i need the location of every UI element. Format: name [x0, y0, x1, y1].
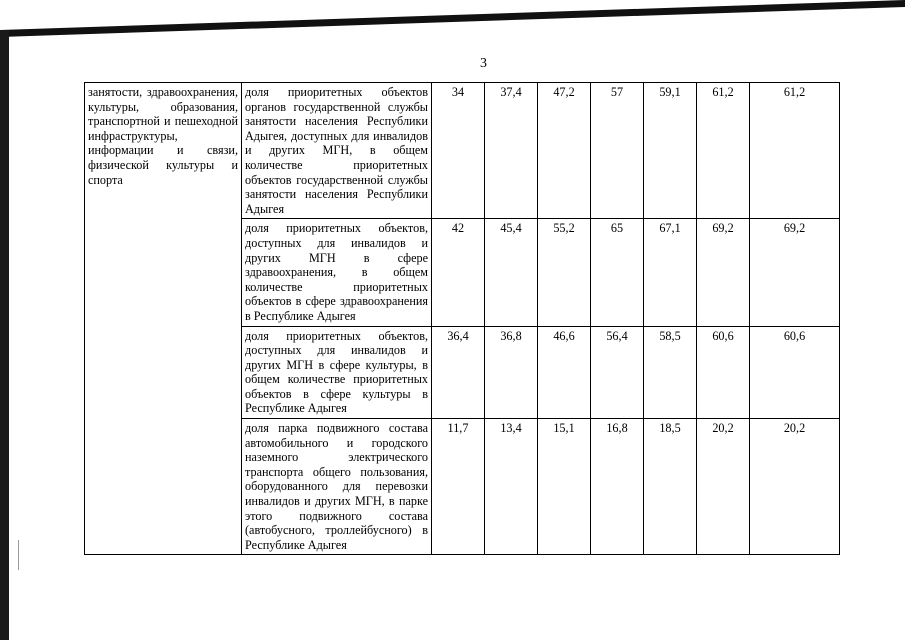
value-cell: 11,7 [432, 419, 485, 555]
value-cell: 69,2 [697, 219, 750, 326]
value-cell: 16,8 [591, 419, 644, 555]
indicator-cell: доля приоритетных объектов, доступных для инвалидов и других МГН в сфере культуры, в общем количестве приоритетных объектов в сфере культуры в Республике Адыгея [242, 326, 432, 419]
value-cell: 15,1 [538, 419, 591, 555]
value-cell: 47,2 [538, 83, 591, 219]
value-cell: 69,2 [750, 219, 840, 326]
value-cell: 61,2 [697, 83, 750, 219]
scan-border-left [0, 30, 9, 640]
value-cell: 59,1 [644, 83, 697, 219]
value-cell: 60,6 [697, 326, 750, 419]
table-row [85, 83, 840, 219]
value-cell: 58,5 [644, 326, 697, 419]
scan-border-top [0, 0, 905, 12]
value-cell: 36,4 [432, 326, 485, 419]
value-cell: 67,1 [644, 219, 697, 326]
scan-artifact [18, 540, 19, 570]
value-cell: 46,6 [538, 326, 591, 419]
indicator-cell: доля приоритетных объектов органов государственной службы занятости населения Республики Адыгея, доступных для инвалидов и других МГН, в общем количестве приоритетных объектов государственной службы занятости населения Республики Адыгея [242, 83, 432, 219]
value-cell: 57 [591, 83, 644, 219]
value-cell: 55,2 [538, 219, 591, 326]
value-cell: 45,4 [485, 219, 538, 326]
value-cell: 36,8 [485, 326, 538, 419]
value-cell: 60,6 [750, 326, 840, 419]
indicator-cell: доля приоритетных объектов, доступных для инвалидов и других МГН в сфере здравоохранения, в общем количестве приоритетных объектов в сфере здравоохранения в Республике Адыгея [242, 219, 432, 326]
value-cell: 61,2 [750, 83, 840, 219]
value-cell: 13,4 [485, 419, 538, 555]
value-cell: 65 [591, 219, 644, 326]
value-cell: 42 [432, 219, 485, 326]
value-cell: 34 [432, 83, 485, 219]
indicators-table [84, 82, 840, 555]
value-cell: 56,4 [591, 326, 644, 419]
category-cell: занятости, здравоохранения, культуры, образования, транспортной и пешеходной инфраструктуры, информации и связи, физической культуры и спорта [85, 83, 242, 555]
value-cell: 37,4 [485, 83, 538, 219]
value-cell: 18,5 [644, 419, 697, 555]
page-number: 3 [480, 56, 487, 71]
indicator-cell: доля парка подвижного состава автомобильного и городского наземного электрического транспорта общего пользования, оборудованного для перевозки инвалидов и других МГН, в парке этого подвижного состава (автобусного, троллейбусного) в Республике Адыгея [242, 419, 432, 555]
value-cell: 20,2 [697, 419, 750, 555]
value-cell: 20,2 [750, 419, 840, 555]
